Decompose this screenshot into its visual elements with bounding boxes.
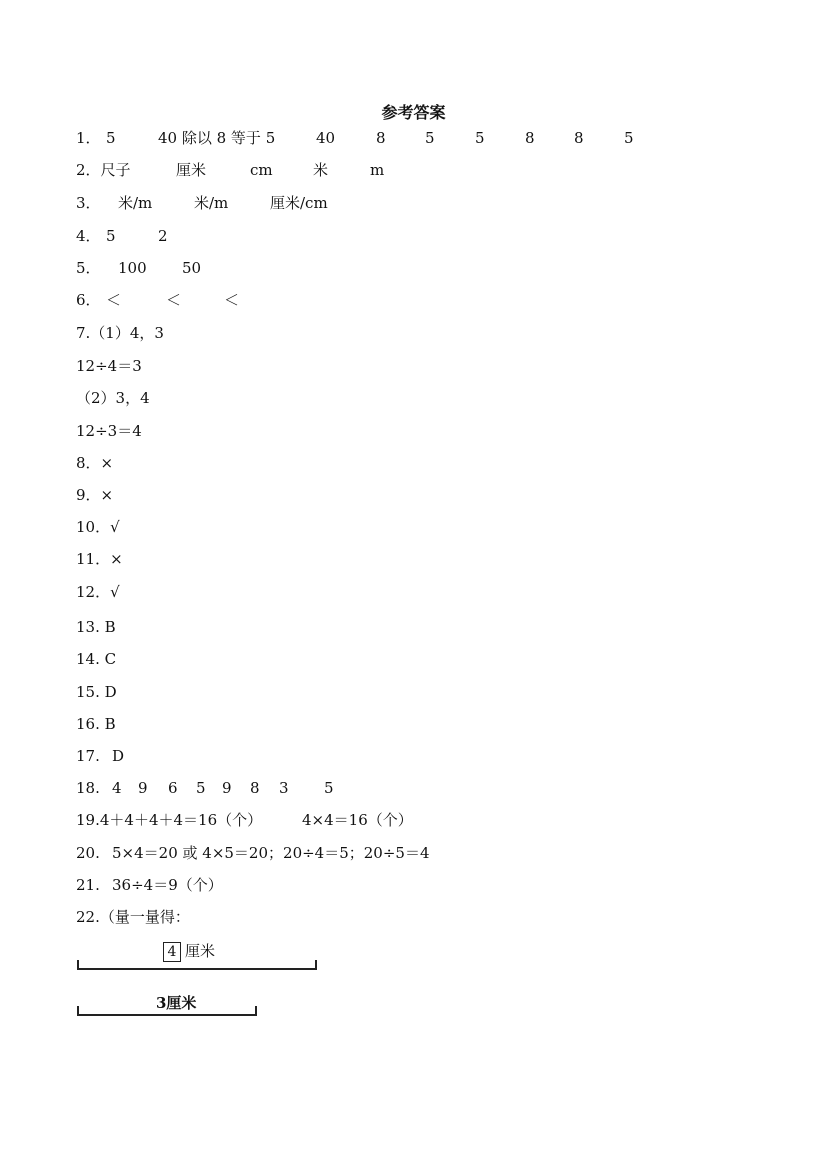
answer-text: 8 — [376, 129, 386, 147]
answer-text: 5 — [196, 779, 206, 797]
answer-text: 3 — [279, 779, 289, 797]
answer-text: 10．√ — [76, 518, 120, 536]
answer-text: 5 — [475, 129, 485, 147]
answer-text: 4 — [112, 779, 122, 797]
answer-text: 9．× — [76, 486, 114, 504]
ruler-1-label — [163, 940, 215, 962]
answer-text: 厘米 — [176, 161, 207, 179]
answer-text: 5． — [76, 259, 101, 277]
answer-text: 16. B — [76, 715, 116, 733]
answer-text: 7.（1）4，3 — [76, 324, 164, 342]
ruler-2 — [77, 1006, 257, 1016]
answer-text: ＜ — [224, 291, 240, 309]
answer-text: 4×4＝16（个） — [302, 811, 413, 829]
answer-text: 8．× — [76, 454, 114, 472]
answer-text: 18. — [76, 779, 100, 797]
answer-text: （2）3，4 — [76, 389, 150, 407]
answer-text: 9 — [222, 779, 232, 797]
answer-text: 5 — [624, 129, 634, 147]
answer-text: 100 — [118, 259, 147, 277]
answer-text: 5 — [324, 779, 334, 797]
answer-text: 17. — [76, 747, 100, 765]
answer-text: m — [370, 161, 385, 179]
answer-text: 9 — [138, 779, 148, 797]
answer-text: 19.4＋4＋4＋4＝16（个） — [76, 811, 263, 829]
answer-text: 12．√ — [76, 583, 120, 601]
answer-text: 12÷4＝3 — [76, 357, 142, 375]
ruler-1 — [77, 960, 317, 970]
answer-text: 2．尺子 — [76, 161, 131, 179]
answer-text: 8 — [525, 129, 535, 147]
ruler-2-label: 3厘米 — [156, 994, 197, 1012]
answer-text: 50 — [182, 259, 202, 277]
answer-text: 2 — [158, 227, 168, 245]
answer-text: 40 除以 8 等于 5 — [158, 129, 276, 147]
answer-text: 1． — [76, 129, 101, 147]
answer-text: 12÷3＝4 — [76, 422, 142, 440]
page-title: 参考答案 — [381, 103, 446, 122]
answer-text: cm — [250, 161, 273, 179]
answer-text: ＜ — [106, 291, 122, 309]
answer-text: 6 — [168, 779, 178, 797]
answer-text: 13. B — [76, 618, 116, 636]
answer-text: 米/m — [194, 194, 229, 212]
answer-text: 厘米/cm — [270, 194, 328, 212]
answer-text: 5 — [425, 129, 435, 147]
answer-text: 4． — [76, 227, 101, 245]
answer-text: D — [112, 747, 125, 765]
answer-text: 36÷4＝9（个） — [112, 876, 223, 894]
answer-text: ＜ — [166, 291, 182, 309]
answer-box: 4 — [163, 942, 181, 962]
answer-text: 11．× — [76, 550, 123, 568]
answer-text: 40 — [316, 129, 336, 147]
answer-text: 3． — [76, 194, 101, 212]
answer-text: 5 — [106, 129, 116, 147]
answer-text: 米 — [313, 161, 329, 179]
ruler-1-unit: 厘米 — [185, 942, 216, 960]
answer-text: 5 — [106, 227, 116, 245]
answer-text: 8 — [574, 129, 584, 147]
answer-text: 14. C — [76, 650, 117, 668]
answer-text: 21. — [76, 876, 100, 894]
answer-text: 22.（量一量得： — [76, 908, 190, 926]
answer-text: 8 — [250, 779, 260, 797]
answer-text: 15. D — [76, 683, 117, 701]
answer-text: 5×4＝20 或 4×5＝20；20÷4＝5；20÷5＝4 — [112, 844, 430, 862]
answer-text: 6． — [76, 291, 101, 309]
answer-text: 20. — [76, 844, 100, 862]
answer-text: 米/m — [118, 194, 153, 212]
